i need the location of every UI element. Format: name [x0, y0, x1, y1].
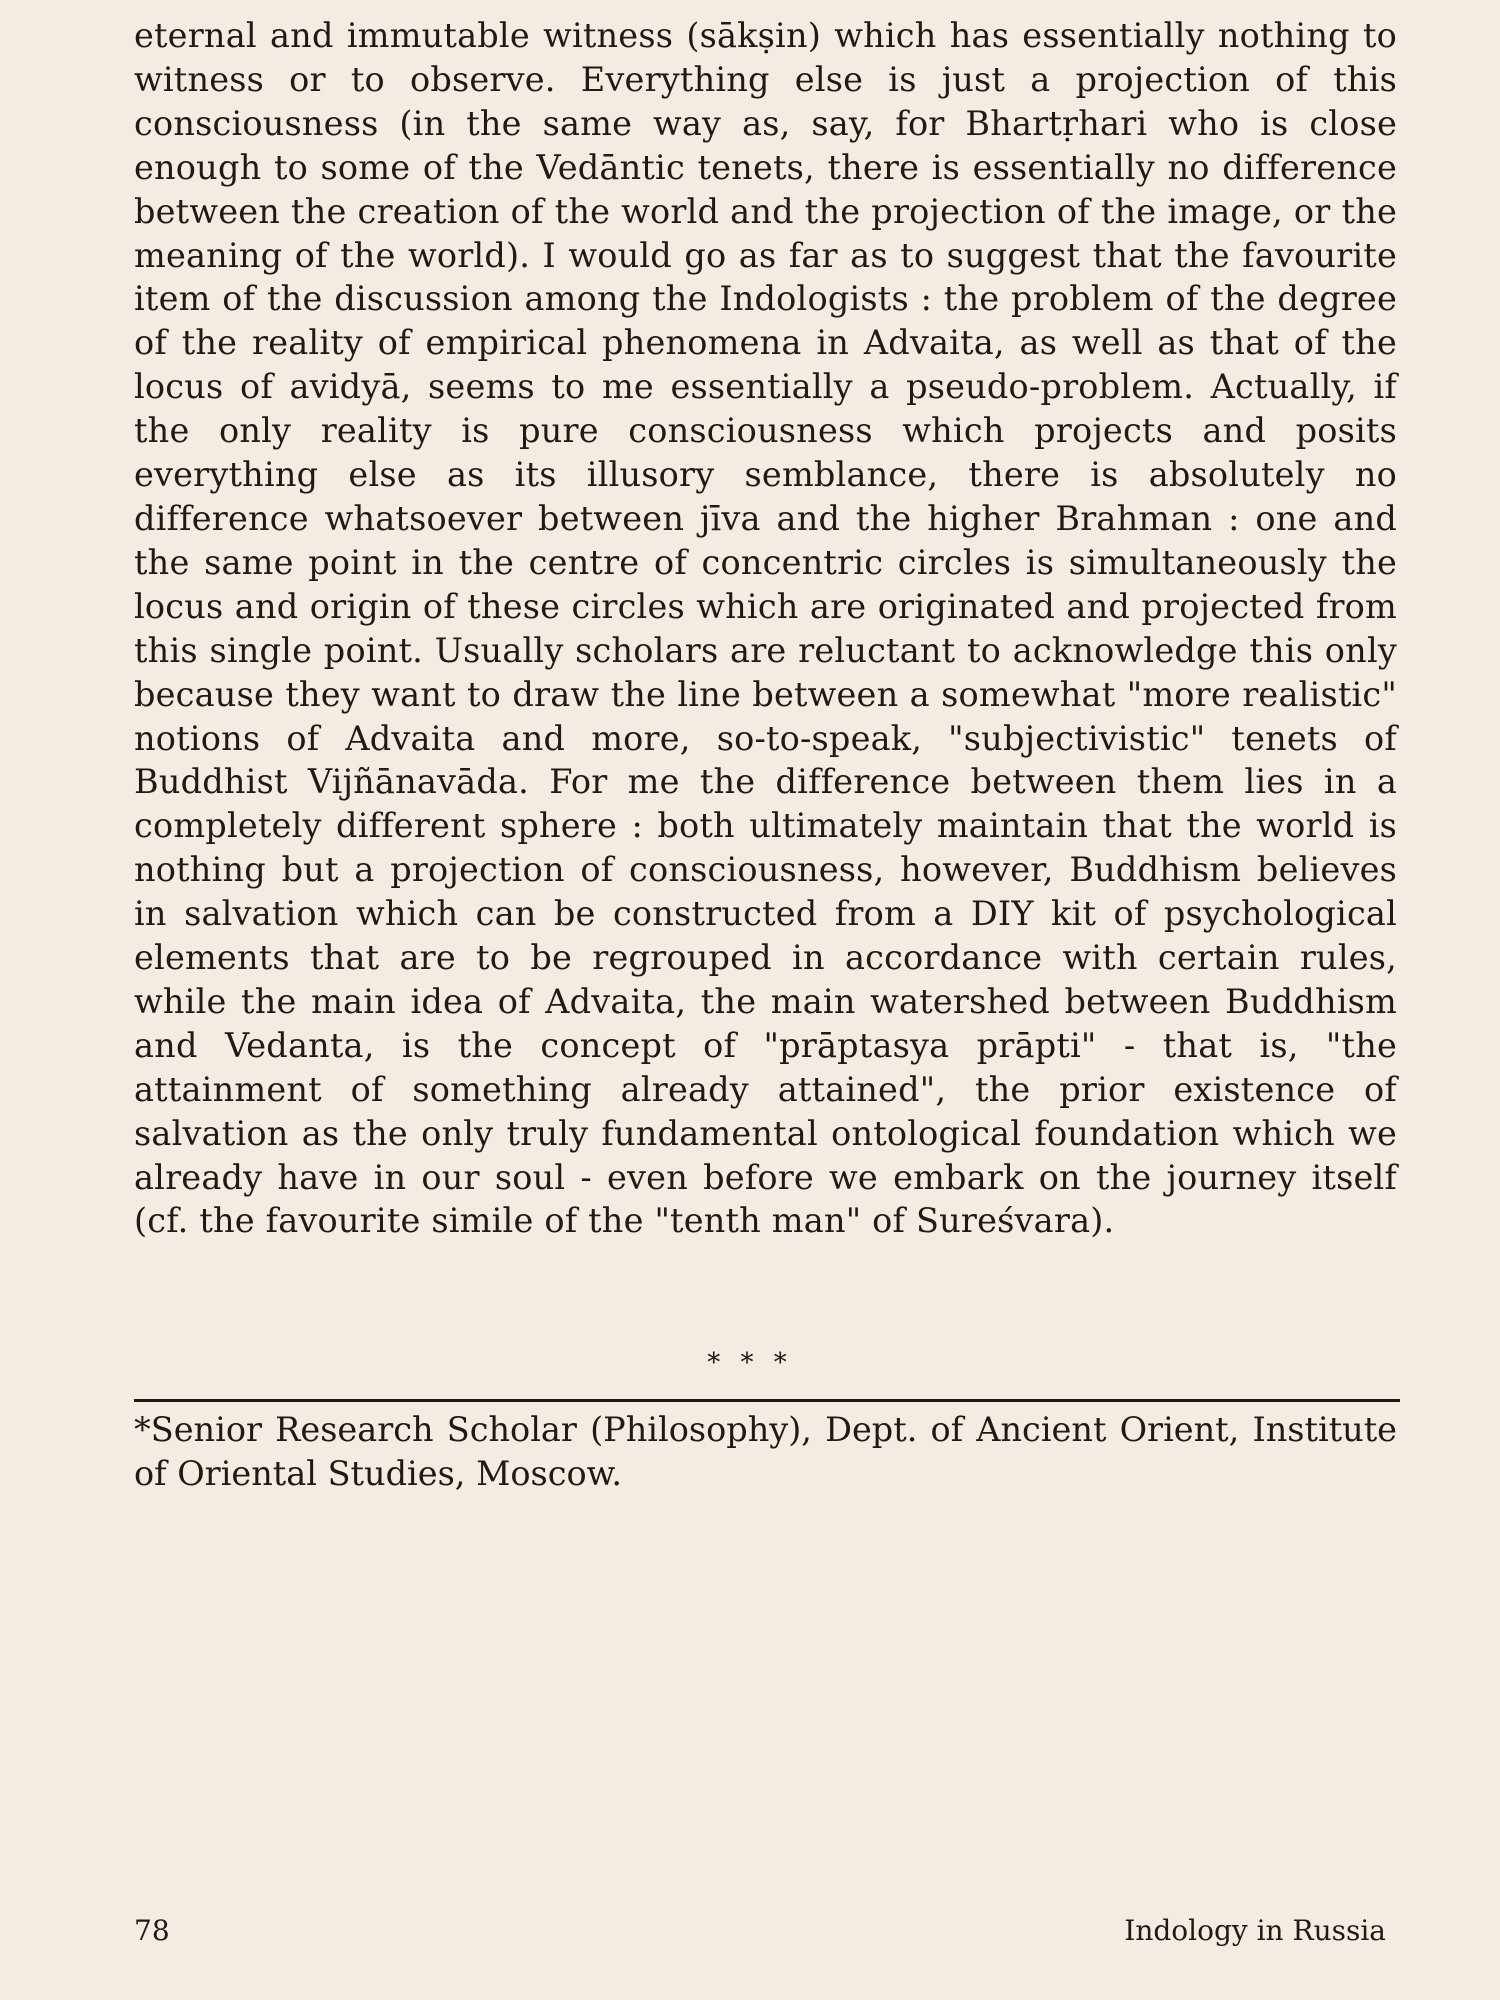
- footnote-rule: [134, 1399, 1400, 1402]
- author-footnote: *Senior Research Scholar (Philosophy), Dept. of Ancient Orient, Institute of Oriental Studies, Moscow.: [134, 1410, 1397, 1493]
- page-number: 78: [134, 1914, 170, 1947]
- running-footer: Indology in Russia: [1124, 1914, 1386, 1947]
- section-separator: * * *: [707, 1348, 793, 1378]
- body-paragraph: eternal and immutable witness (sākṣin) which has essentially nothing to witness or to observe. Everything else is just a projection of this consciousness (in the same way as, say, for Bhartṛhari who is close enough to some of the Vedāntic tenets, there is essentially no difference between the creation of the world and the projection of the image, or the meaning of the world). I would go as far as to suggest that the favourite item of the discussion among the Indologists : the problem of the degree of the reality of empirical phenomena in Advaita, as well as that of the locus of avidyā, seems to me essentially a pseudo-problem. Actually, if the only reality is pure consciousness which projects and posits everything else as its illusory semblance, there is absolutely no difference whatsoever between jīva and the higher Brahman : one and the same point in the centre of concentric circles is simultaneously the locus and origin of these circles which are originated and projected from this single point. Usually scholars are reluctant to acknowledge this only because they want to draw the line between a somewhat "more realistic" notions of Advaita and more, so-to-speak, "subjectivistic" tenets of Buddhist Vijñānavāda. For me the difference between them lies in a completely different sphere : both ultimately maintain that the world is nothing but a projection of consciousness, however, Buddhism believes in salvation which can be constructed from a DIY kit of psychological elements that are to be regrouped in accordance with certain rules, while the main idea of Advaita, the main watershed between Buddhism and Vedanta, is the concept of "prāptasya prāpti" - that is, "the attainment of something already attained", the prior existence of salvation as the only truly fundamental ontological foundation which we already have in our soul - even before we embark on the journey itself (cf. the favourite simile of the "tenth man" of Sureśvara).: [134, 16, 1397, 1241]
